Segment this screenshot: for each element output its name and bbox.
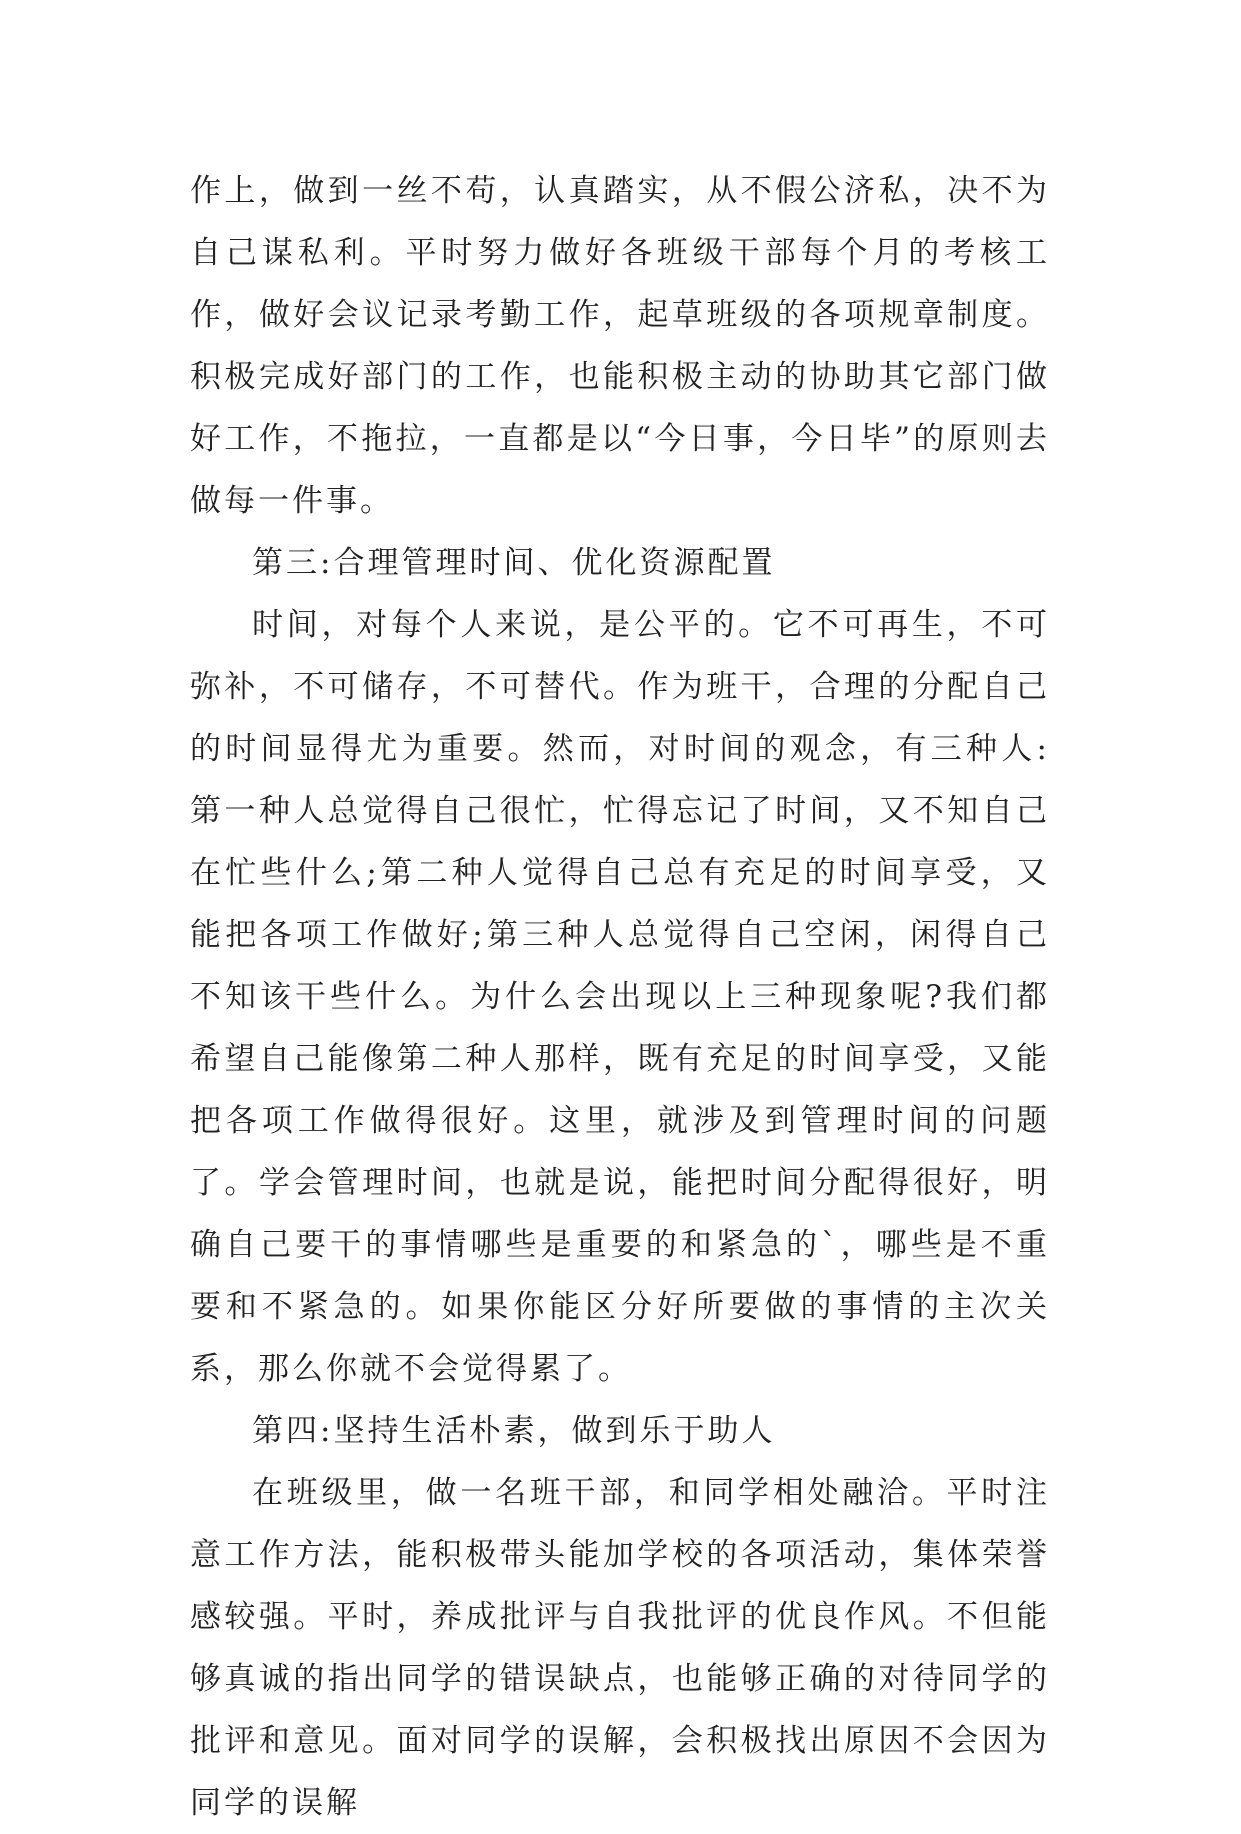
paragraph-time-management: 时间，对每个人来说，是公平的。它不可再生，不可弥补，不可储存，不可替代。作为班干，合理的分配自己的时间显得尤为重要。然而，对时间的观念，有三种人:第一种人总觉得自己很忙，忙得忘记了时间，又不知自己在忙些什么;第二种人觉得自己总有充足的时间享受，又能把各项工作做好;第三种人总觉得自己空闲，闲得自己不知该干些什么。为什么会出现以上三种现象呢?我们都希望自己能像第二种人那样，既有充足的时间享受，又能把各项工作做得很好。这里，就涉及到管理时间的问题了。学会管理时间，也就是说，能把时间分配得很好，明确自己要干的事情哪些是重要的和紧急的`，哪些是不重要和不紧急的。如果你能区分好所要做的事情的主次关系，那么你就不会觉得累了。 bbox=[190, 607, 1050, 1387]
heading-section-four: 第四:坚持生活朴素，做到乐于助人 bbox=[252, 1413, 776, 1449]
heading-section-three: 第三:合理管理时间、优化资源配置 bbox=[252, 545, 776, 581]
document-body bbox=[190, 160, 1050, 1834]
paragraph-continued: 作上，做到一丝不苟，认真踏实，从不假公济私，决不为自己谋私利。平时努力做好各班级干部每个月的考核工作，做好会议记录考勤工作，起草班级的各项规章制度。积极完成好部门的工作，也能积极主动的协助其它部门做好工作，不拖拉，一直都是以“今日事，今日毕”的原则去做每一件事。 bbox=[190, 173, 1050, 519]
paragraph-class-cadre: 在班级里，做一名班干部，和同学相处融洽。平时注意工作方法，能积极带头能加学校的各项活动，集体荣誉感较强。平时，养成批评与自我批评的优良作风。不但能够真诚的指出同学的错误缺点，也能够正确的对待同学的批评和意见。面对同学的误解，会积极找出原因不会因为同学的误解 bbox=[190, 1475, 1050, 1821]
